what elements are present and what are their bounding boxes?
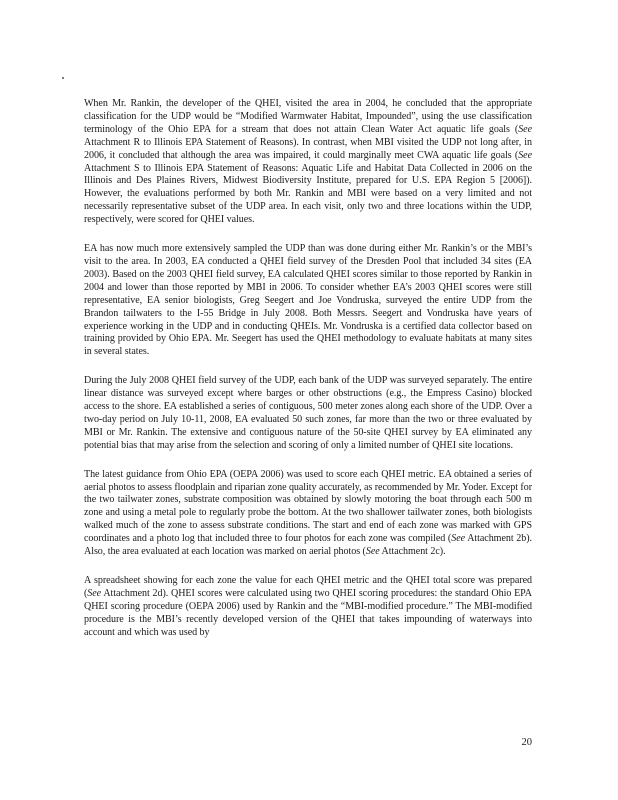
text-run: Attachment 2b). Also, the area evaluated at each location was marked on aerial photos ( xyxy=(84,533,532,558)
paragraph xyxy=(84,375,532,452)
text-run: EA has now much more extensively sampled the UDP than was done during either Mr. Rankin’s or the MBI’s visit to the area. In 2003, EA conducted a QHEI field survey of the Dresden Pool that included 34 sites (EA 2003). Based on the 2003 QHEI field survey, EA calculated QHEI scores similar to those reported by Rankin in 2004 and lower than those reported by MBI in 2006. To consider whether EA’s 2003 QHEI scores were still representative, EA senior biologists, Greg Seegert and Joe Vondruska, surveyed the entire UDP from the Brandon tailwaters to the I-55 Bridge in July 2008. Both Messrs. Seegert and Vondruska have years of experience working in the UDP and in conducting QHEIs. Mr. Vondruska is a certified data collector based on training provided by Ohio EPA. Mr. Seegert has used the QHEI methodology to evaluate habitats at many sites in several states. xyxy=(84,243,532,358)
text-run: Attachment S to Illinois EPA Statement of Reasons: Aquatic Life and Habitat Data Collected in 2006 on the Illinois and Des Plaines Rivers, Midwest Biodiversity Institute, prepared for U.S. EPA Region 5 [2006]). However, the evaluations performed by both Mr. Rankin and MBI were based on a very limited and not necessarily representative subset of the UDP area. In each visit, only two and three locations within the UDP, respectively, were scored for QHEI values. xyxy=(84,162,532,226)
body-text xyxy=(84,98,532,656)
text-run: When Mr. Rankin, the developer of the QHEI, visited the area in 2004, he concluded that the appropriate classification for the UDP would be “Modified Warmwater Habitat, Impounded”, using the use classification terminology of the Ohio EPA for a stream that does not attain Clean Water Act aquatic life goals ( xyxy=(84,98,532,135)
text-run: Attachment 2c). xyxy=(379,546,446,558)
text-run: The latest guidance from Ohio EPA (OEPA 2006) was used to score each QHEI metric. EA obtained a series of aerial photos to assess floodplain and riparian zone quality accurately, as recommended by Mr. Yoder. Except for the two tailwater zones, substrate composition was obtained by slowly motoring the boat through each 500 m zone and using a metal pole to regularly probe the bottom. At the two shallower tailwater zones, both biologists walked much of the zone to assess substrate conditions. The start and end of each zone was marked with GPS coordinates and a photo log that included three to four photos for each zone was compiled ( xyxy=(84,468,532,545)
paragraph xyxy=(84,469,532,559)
text-run: A spreadsheet showing for each zone the value for each QHEI metric and the QHEI total score was prepared ( xyxy=(84,575,532,599)
text-run: Attachment R to Illinois EPA Statement of Reasons). In contrast, when MBI visited the UDP not long after, in 2006, it concluded that although the area was impaired, it could marginally meet CWA aquatic life goals ( xyxy=(84,136,532,161)
scan-speck xyxy=(62,77,64,79)
italic-citation: See xyxy=(518,123,532,135)
italic-citation: See xyxy=(451,533,466,545)
text-run: Attachment 2d). QHEI scores were calculated using two QHEI scoring procedures: the standard Ohio EPA QHEI scoring procedure (OEPA 2006) used by Rankin and the “MBI-modified procedure.” The MBI-modified procedure is the MBI’s recently developed version of the QHEI that takes impounding of waterways into account and which was used by xyxy=(84,587,532,638)
italic-citation: See xyxy=(365,546,380,558)
text-run: During the July 2008 QHEI field survey of the UDP, each bank of the UDP was surveyed separately. The entire linear distance was surveyed except where barges or other obstructions (e.g., the Empress Casino) blocked access to the shore. EA established a series of contiguous, 500 meter zones along each shore of the UDP. Over a two-day period on July 10-11, 2008, EA evaluated 50 such zones, far more than the two or three evaluated by MBI or Mr. Rankin. The extensive and contiguous nature of the 50-site QHEI survey by EA eliminated any potential bias that may arise from the selection and scoring of only a limited number of QHEI site locations. xyxy=(84,375,532,451)
paragraph xyxy=(84,575,532,640)
italic-citation: See xyxy=(518,149,532,161)
italic-citation: See xyxy=(87,587,102,599)
paragraph xyxy=(84,243,532,359)
paragraph xyxy=(84,98,532,227)
page-number: 20 xyxy=(521,737,532,748)
